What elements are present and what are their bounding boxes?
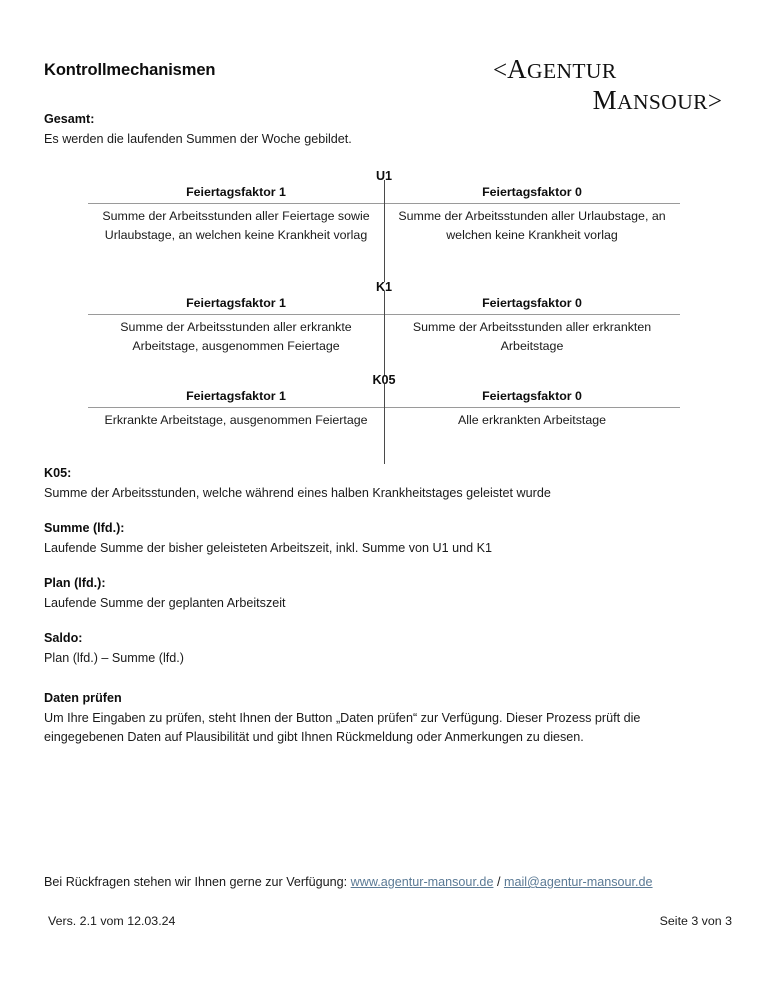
- table-k05-grid: [88, 388, 680, 429]
- page-number: Seite 3 von 3: [659, 914, 732, 928]
- logo-mansour-cap: M: [592, 85, 618, 116]
- table-k1-title: K1: [375, 280, 393, 294]
- definition-saldo-label: Saldo:: [44, 631, 83, 645]
- intro-label: Gesamt:: [44, 112, 95, 126]
- definition-plan: [44, 574, 734, 613]
- footer-meta: [48, 914, 732, 928]
- table-u1: [88, 168, 680, 244]
- table-k05: [88, 372, 680, 430]
- logo-close-bracket: >: [707, 88, 722, 116]
- table-u1-header-col1: Feiertagsfaktor 1: [186, 185, 286, 200]
- table-u1-cell-col1: Summe der Arbeitsstunden aller Feiertage sowie Urlaubstage, an welchen keine Krankheit vorlag: [102, 209, 370, 242]
- table-k05-header-col1: Feiertagsfaktor 1: [186, 389, 286, 404]
- intro-text: Es werden die laufenden Summen der Woche gebildet.: [44, 131, 352, 146]
- table-k05-divider: [384, 384, 385, 464]
- definition-k05: [44, 464, 734, 503]
- table-u1-title: U1: [375, 169, 393, 183]
- company-logo: [489, 54, 724, 117]
- logo-open-bracket: <: [493, 57, 508, 84]
- table-u1-divider: [384, 180, 385, 282]
- table-u1-cell-col2: Summe der Arbeitsstunden aller Urlaubstage, an welchen keine Krankheit vorlag: [398, 209, 666, 242]
- table-k1: [88, 279, 680, 355]
- logo-mansour-rest: ANSOUR: [617, 90, 708, 115]
- table-k05-title: K05: [372, 373, 396, 387]
- definition-summe: [44, 519, 734, 558]
- definition-saldo: [44, 629, 734, 668]
- intro-section: [44, 110, 734, 149]
- check-data-label: Daten prüfen: [44, 691, 122, 705]
- table-k05-header-col2: Feiertagsfaktor 0: [482, 389, 582, 404]
- table-k1-grid: [88, 295, 680, 355]
- table-u1-grid: [88, 184, 680, 244]
- footer-contact-prefix: Bei Rückfragen stehen wir Ihnen gerne zur Verfügung:: [44, 875, 348, 889]
- table-k05-cell-col1: Erkrankte Arbeitstage, ausgenommen Feiertage: [104, 413, 368, 428]
- footer-link-separator: /: [496, 875, 501, 889]
- footer-contact: [44, 873, 734, 892]
- document-version: Vers. 2.1 vom 12.03.24: [48, 914, 176, 928]
- definition-k05-label: K05:: [44, 466, 72, 480]
- table-k1-header-col2: Feiertagsfaktor 0: [482, 296, 582, 311]
- definition-plan-label: Plan (lfd.):: [44, 576, 106, 590]
- logo-line-agentur: [489, 54, 724, 85]
- logo-agentur-cap: A: [507, 54, 528, 84]
- definition-plan-text: Laufende Summe der geplanten Arbeitszeit: [44, 595, 286, 610]
- definition-saldo-text: Plan (lfd.) – Summe (lfd.): [44, 650, 184, 665]
- table-k1-divider: [384, 291, 385, 376]
- check-data-section: [44, 689, 734, 748]
- logo-agentur-rest: GENTUR: [527, 59, 617, 83]
- email-link[interactable]: mail@agentur-mansour.de: [503, 875, 653, 889]
- definition-summe-text: Laufende Summe der bisher geleisteten Arbeitszeit, inkl. Summe von U1 und K1: [44, 540, 493, 555]
- website-link[interactable]: www.agentur-mansour.de: [350, 875, 494, 889]
- page-title: Kontrollmechanismen: [44, 61, 216, 79]
- definition-k05-text: Summe der Arbeitsstunden, welche während eines halben Krankheitstages geleistet wurde: [44, 485, 551, 500]
- table-k1-cell-col1: Summe der Arbeitsstunden aller erkrankte Arbeitstage, ausgenommen Feiertage: [120, 320, 352, 353]
- table-k1-cell-col2: Summe der Arbeitsstunden aller erkrankten Arbeitstage: [412, 320, 652, 353]
- table-k05-cell-col2: Alle erkrankten Arbeitstage: [457, 413, 607, 428]
- check-data-line2: eingegebenen Daten auf Plausibilität und gibt Ihnen Rückmeldung oder Anmerkungen zu diesen.: [44, 730, 584, 745]
- table-u1-header-col2: Feiertagsfaktor 0: [482, 185, 582, 200]
- table-k1-header-col1: Feiertagsfaktor 1: [186, 296, 286, 311]
- check-data-line1: Um Ihre Eingaben zu prüfen, steht Ihnen der Button „Daten prüfen“ zur Verfügung. Dieser Prozess prüft die: [44, 710, 641, 725]
- definition-summe-label: Summe (lfd.):: [44, 521, 125, 535]
